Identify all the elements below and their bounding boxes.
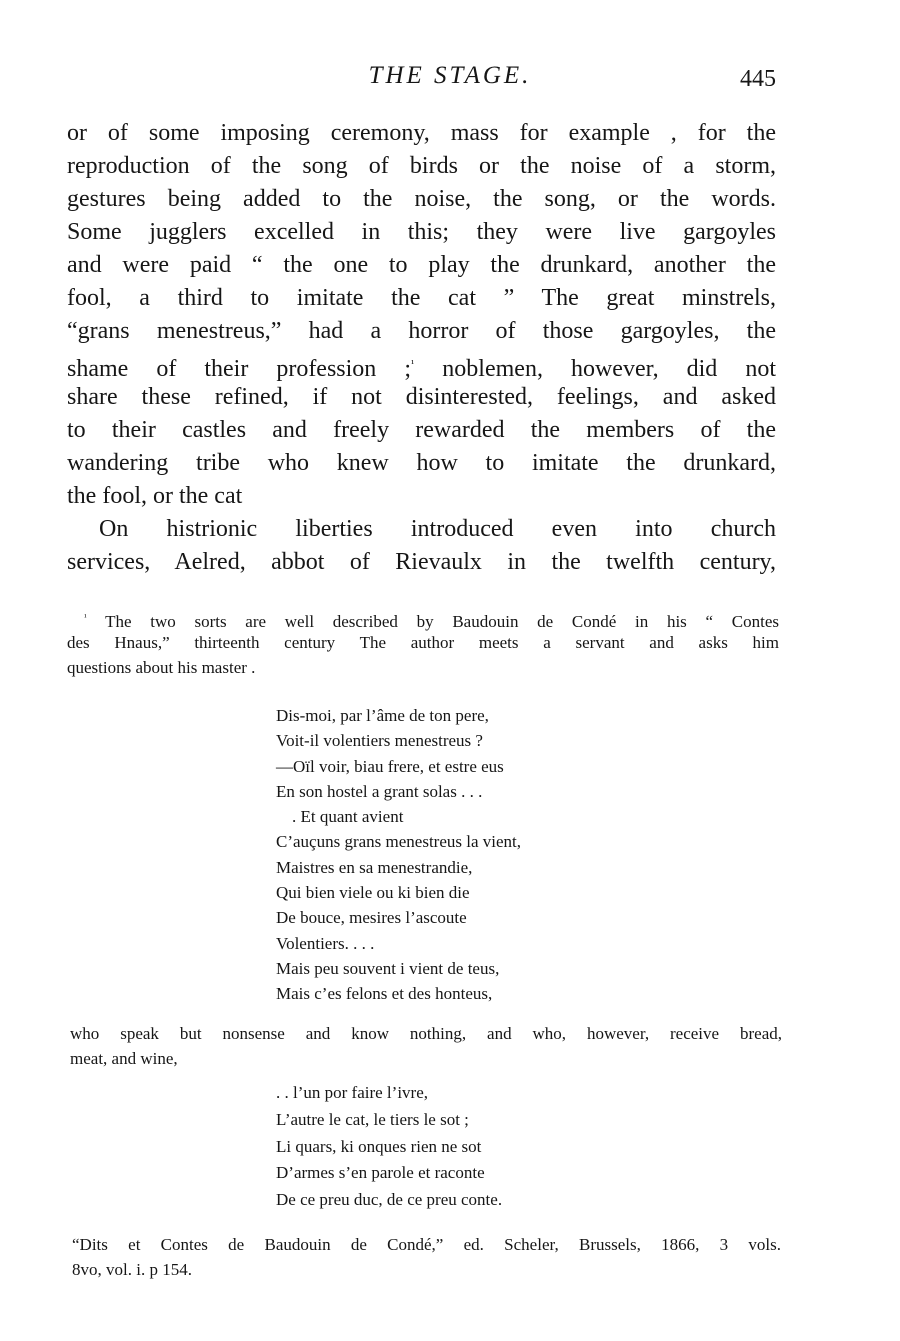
verse-line: Mais c’es felons et des honteus, bbox=[276, 984, 493, 1004]
text-line: services, Aelred, abbot of Rievaulx in the twelfth century, bbox=[67, 549, 776, 575]
text-fragment: The two sorts are well described by Baudouin de Condé in his “ Contes bbox=[86, 612, 779, 631]
footnote-line bbox=[67, 605, 779, 630]
running-title: THE STAGE. bbox=[368, 62, 532, 89]
citation-line: 8vo, vol. i. p 154. bbox=[72, 1260, 192, 1279]
footnote-line: des Hnaus,” thirteenth century The author meets a servant and asks him bbox=[67, 633, 779, 652]
page-number: 445 bbox=[740, 66, 776, 92]
text-line: On histrionic liberties introduced even into church bbox=[99, 516, 776, 542]
text-line: gestures being added to the noise, the song, or the words. bbox=[67, 186, 776, 212]
text-line: fool, a third to imitate the cat ” The great minstrels, bbox=[67, 285, 776, 311]
text-line: the fool, or the cat bbox=[67, 483, 243, 509]
verse-line: De bouce, mesires l’ascoute bbox=[276, 908, 467, 928]
verse-quotation-1 bbox=[276, 703, 521, 1007]
footnote-line: meat, and wine, bbox=[70, 1049, 178, 1068]
verse-line: Volentiers. . . . bbox=[276, 933, 375, 953]
verse-line: L’autre le cat, le tiers le sot ; bbox=[276, 1109, 469, 1129]
verse-line: C’auçuns grans menestreus la vient, bbox=[276, 832, 522, 852]
verse-line: Qui bien viele ou ki bien die bbox=[276, 883, 470, 903]
verse-line: Li quars, ki onques rien ne sot bbox=[276, 1136, 482, 1156]
footnote-reference: ¹ bbox=[410, 358, 415, 370]
verse-line: Voit-il volentiers menestreus ? bbox=[276, 731, 483, 751]
text-line: to their castles and freely rewarded the members of the bbox=[67, 417, 776, 443]
verse-line: De ce preu duc, de ce preu conte. bbox=[276, 1190, 503, 1210]
text-line: or of some imposing ceremony, mass for example , for the bbox=[67, 120, 776, 146]
verse-line: —Oïl voir, biau frere, et estre eus bbox=[276, 756, 504, 776]
footnote-intro bbox=[67, 605, 779, 680]
verse-line: . Et quant avient bbox=[292, 807, 404, 827]
footnote-line: who speak but nonsense and know nothing, and who, however, receive bread, bbox=[70, 1024, 782, 1043]
verse-line: D’armes s’en parole et raconte bbox=[276, 1163, 485, 1183]
verse-line: Dis-moi, par l’âme de ton pere, bbox=[276, 706, 489, 725]
footnote-line: questions about his master . bbox=[67, 658, 256, 677]
footnote-citation bbox=[72, 1232, 781, 1282]
verse-line: Maistres en sa menestrandie, bbox=[276, 857, 473, 877]
text-line: wandering tribe who knew how to imitate the drunkard, bbox=[67, 450, 776, 476]
text-fragment: noblemen, however, did not bbox=[414, 356, 776, 382]
verse-line: . . l’un por faire l’ivre, bbox=[276, 1083, 428, 1102]
text-line: Some jugglers excelled in this; they were live gargoyles bbox=[67, 219, 776, 245]
main-text bbox=[67, 117, 776, 579]
footnote-middle bbox=[70, 1021, 782, 1071]
verse-quotation-2 bbox=[276, 1080, 502, 1214]
text-fragment: shame of their profession ; bbox=[67, 356, 411, 382]
text-line: share these refined, if not disinterested, feelings, and asked bbox=[67, 384, 776, 410]
text-line: and were paid “ the one to play the drunkard, another the bbox=[67, 252, 776, 278]
verse-line: En son hostel a grant solas . . . bbox=[276, 781, 483, 801]
footnote-marker: ¹ bbox=[84, 612, 87, 622]
text-line bbox=[67, 348, 776, 381]
text-line: reproduction of the song of birds or the noise of a storm, bbox=[67, 153, 776, 179]
verse-line: Mais peu souvent i vient de teus, bbox=[276, 958, 500, 978]
text-line: “grans menestreus,” had a horror of those gargoyles, the bbox=[67, 318, 776, 344]
citation-line: “Dits et Contes de Baudouin de Condé,” ed. Scheler, Brussels, 1866, 3 vols. bbox=[72, 1235, 781, 1254]
